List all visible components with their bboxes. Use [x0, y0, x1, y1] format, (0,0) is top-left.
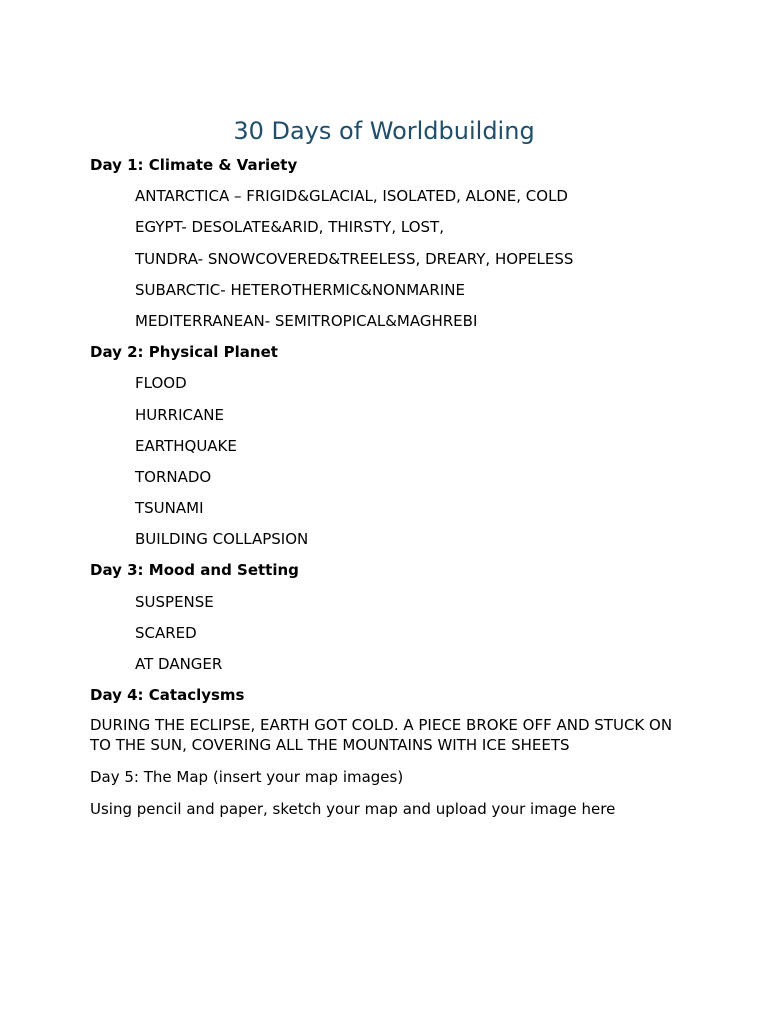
section-day-2	[90, 341, 690, 550]
list-item: AT DANGER	[135, 655, 223, 673]
section-heading: Day 1: Climate & Variety	[90, 156, 298, 174]
list-item: SUSPENSE	[135, 592, 214, 611]
list-item: EARTHQUAKE	[135, 436, 237, 455]
list-item: BUILDING COLLAPSION	[135, 530, 309, 549]
section-day-3	[90, 559, 690, 675]
list-item: TSUNAMI	[135, 499, 204, 518]
document-title: 30 Days of Worldbuilding	[233, 117, 535, 145]
section-heading: Day 4: Cataclysms	[90, 686, 245, 705]
day-5-line: Day 5: The Map (insert your map images)	[90, 768, 404, 787]
map-instruction: Using pencil and paper, sketch your map and upload your image here	[90, 799, 616, 818]
list-item: FLOOD	[135, 374, 187, 393]
document-body	[90, 154, 690, 829]
section-day-4	[90, 684, 690, 755]
list-item: MEDITERRANEAN- SEMITROPICAL&MAGHREBI	[135, 311, 478, 330]
section-heading: Day 2: Physical Planet	[90, 343, 278, 362]
section-day-1	[90, 154, 690, 332]
list-item: HURRICANE	[135, 405, 224, 424]
list-item: SCARED	[135, 623, 197, 642]
section-heading: Day 3: Mood and Setting	[90, 561, 299, 580]
list-item: EGYPT- DESOLATE&ARID, THIRSTY, LOST,	[135, 218, 444, 237]
list-item: TUNDRA- SNOWCOVERED&TREELESS, DREARY, HOPELESS	[135, 249, 574, 268]
list-item: TORNADO	[135, 467, 212, 486]
cataclysm-paragraph: DURING THE ECLIPSE, EARTH GOT COLD. A PIECE BROKE OFF AND STUCK ON TO THE SUN, COVERING ALL THE MOUNTAINS WITH ICE SHEETS	[90, 716, 673, 755]
list-item: ANTARCTICA – FRIGID&GLACIAL, ISOLATED, ALONE, COLD	[135, 187, 568, 206]
list-item: SUBARCTIC- HETEROTHERMIC&NONMARINE	[135, 280, 465, 299]
